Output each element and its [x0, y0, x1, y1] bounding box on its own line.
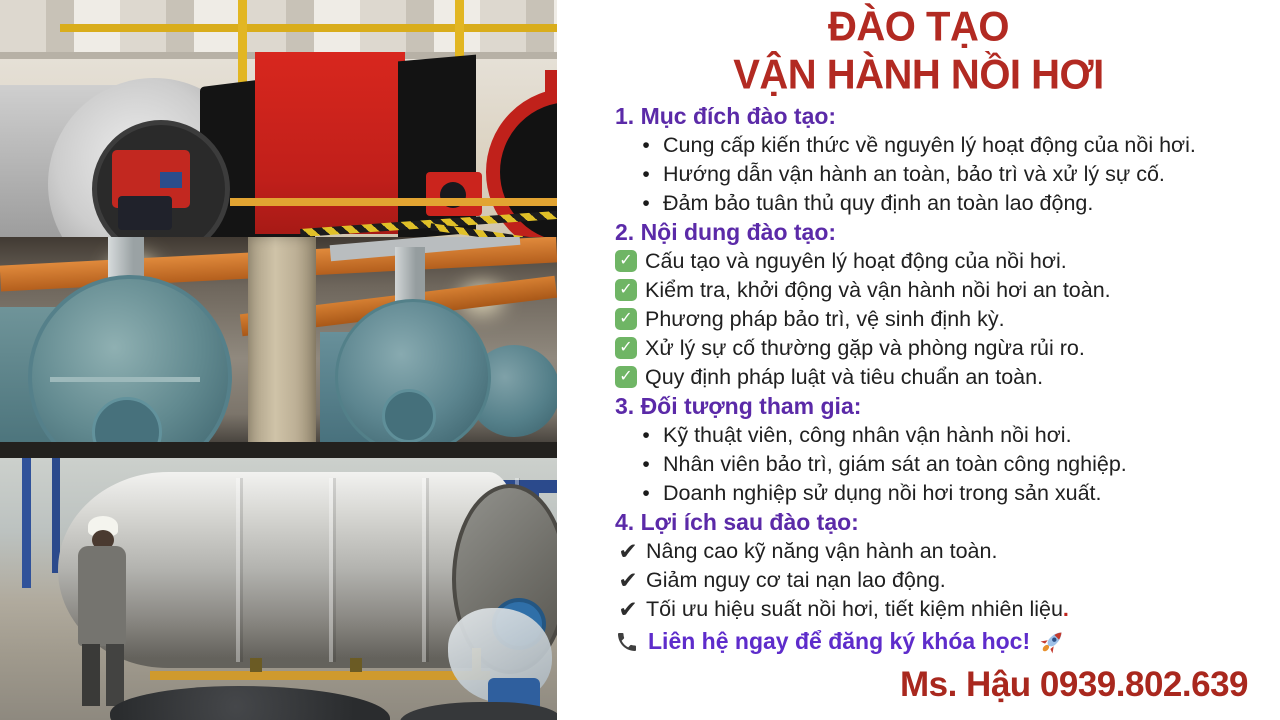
concrete-pillar — [248, 237, 316, 458]
yellow-pipe — [60, 24, 557, 32]
bullet-icon: • — [642, 424, 650, 447]
boiler-door — [382, 389, 436, 443]
text-panel — [557, 0, 1280, 720]
list-item-text: Kiểm tra, khởi động và vận hành nồi hơi an toàn. — [645, 278, 1111, 302]
list-item — [615, 160, 1272, 189]
list-item — [615, 131, 1272, 160]
title-line-1: ĐÀO TẠO — [828, 4, 1009, 50]
red-boiler-cabinet — [255, 52, 405, 234]
list-item-text: Quy định pháp luật và tiêu chuẩn an toàn. — [645, 365, 1044, 389]
floor — [0, 442, 557, 458]
black-check-icon: ✔ — [618, 567, 638, 593]
list-item — [615, 276, 1272, 305]
page-title — [557, 3, 1280, 99]
bullet-icon: • — [642, 134, 650, 157]
black-check-icon: ✔ — [618, 538, 638, 564]
list-item-text: Nâng cao kỹ năng vận hành an toàn. — [646, 539, 998, 563]
section-heading: 2. Nội dung đào tạo: — [615, 219, 837, 245]
yellow-gas-pipe — [150, 671, 490, 680]
list-item — [615, 421, 1272, 450]
list-item-text: Hướng dẫn vận hành an toàn, bảo trì và xử lý sự cố. — [663, 162, 1165, 186]
black-check-icon: ✔ — [618, 596, 638, 622]
photo-boiler-room-red-boilers — [0, 0, 557, 237]
worker-leg — [82, 644, 100, 706]
contact-text: Liên hệ ngay để đăng ký khóa học! — [648, 628, 1031, 654]
list-item — [615, 334, 1272, 363]
phone-icon — [615, 630, 639, 654]
sections-container — [615, 102, 1272, 624]
pipe-valve — [250, 658, 262, 672]
bullet-icon: • — [642, 163, 650, 186]
pipe-valve — [350, 658, 362, 672]
list-item — [615, 247, 1272, 276]
list-item-text: Xử lý sự cố thường gặp và phòng ngừa rủi ro. — [645, 336, 1085, 360]
boiler-handrail — [50, 377, 200, 382]
list-item — [615, 479, 1272, 508]
list-item-text: Tối ưu hiệu suất nồi hơi, tiết kiệm nhiên liệu — [646, 597, 1063, 621]
bullet-icon: • — [642, 453, 650, 476]
list-item-text: Nhân viên bảo trì, giám sát an toàn công nghiệp. — [663, 452, 1127, 476]
list-item-text: Đảm bảo tuân thủ quy định an toàn lao động. — [663, 191, 1094, 215]
contact-line[interactable] — [615, 626, 1272, 657]
photo-column — [0, 0, 557, 720]
list-item-text: Cấu tạo và nguyên lý hoạt động của nồi hơi. — [645, 249, 1067, 273]
list-item-text: Doanh nghiệp sử dụng nồi hơi trong sản xuất. — [663, 481, 1102, 505]
worker-body — [78, 546, 126, 646]
green-check-icon: ✓ — [615, 279, 637, 301]
worker-leg — [106, 644, 124, 706]
list-item-text: Kỹ thuật viên, công nhân vận hành nồi hơi. — [663, 423, 1072, 447]
green-check-icon: ✓ — [615, 366, 637, 388]
section-heading: 1. Mục đích đào tạo: — [615, 103, 837, 129]
section-heading: 4. Lợi ích sau đào tạo: — [615, 509, 859, 535]
dark-tarp — [110, 686, 390, 720]
green-check-icon: ✓ — [615, 250, 637, 272]
gas-pipe — [230, 198, 557, 206]
list-item — [615, 450, 1272, 479]
bullet-icon: • — [642, 192, 650, 215]
rocket-icon — [1039, 628, 1066, 655]
list-item — [615, 363, 1272, 392]
photo-teal-industrial-boilers — [0, 237, 557, 458]
list-item — [615, 305, 1272, 334]
section-heading: 3. Đối tượng tham gia: — [615, 393, 862, 419]
list-item-text: Phương pháp bảo trì, vệ sinh định kỳ. — [645, 307, 1005, 331]
dark-tarp — [400, 702, 557, 720]
list-item — [615, 566, 1272, 595]
list-item — [615, 189, 1272, 218]
contact-name-phone[interactable]: Ms. Hậu 0939.802.639 — [899, 665, 1248, 704]
list-item-text: Giảm nguy cơ tai nạn lao động. — [646, 568, 946, 592]
photo-stainless-boiler-installation — [0, 458, 557, 720]
red-period: . — [1062, 597, 1069, 621]
burner-motor — [118, 196, 172, 230]
list-item — [615, 537, 1272, 566]
list-item — [615, 595, 1272, 624]
blue-steel-post — [22, 458, 31, 588]
list-item-text: Cung cấp kiến thức về nguyên lý hoạt động của nồi hơi. — [663, 133, 1196, 157]
burner-control-box — [160, 172, 182, 188]
green-check-icon: ✓ — [615, 308, 637, 330]
title-line-2: VẬN HÀNH NỒI HƠI — [733, 52, 1104, 98]
green-check-icon: ✓ — [615, 337, 637, 359]
bullet-icon: • — [642, 482, 650, 505]
